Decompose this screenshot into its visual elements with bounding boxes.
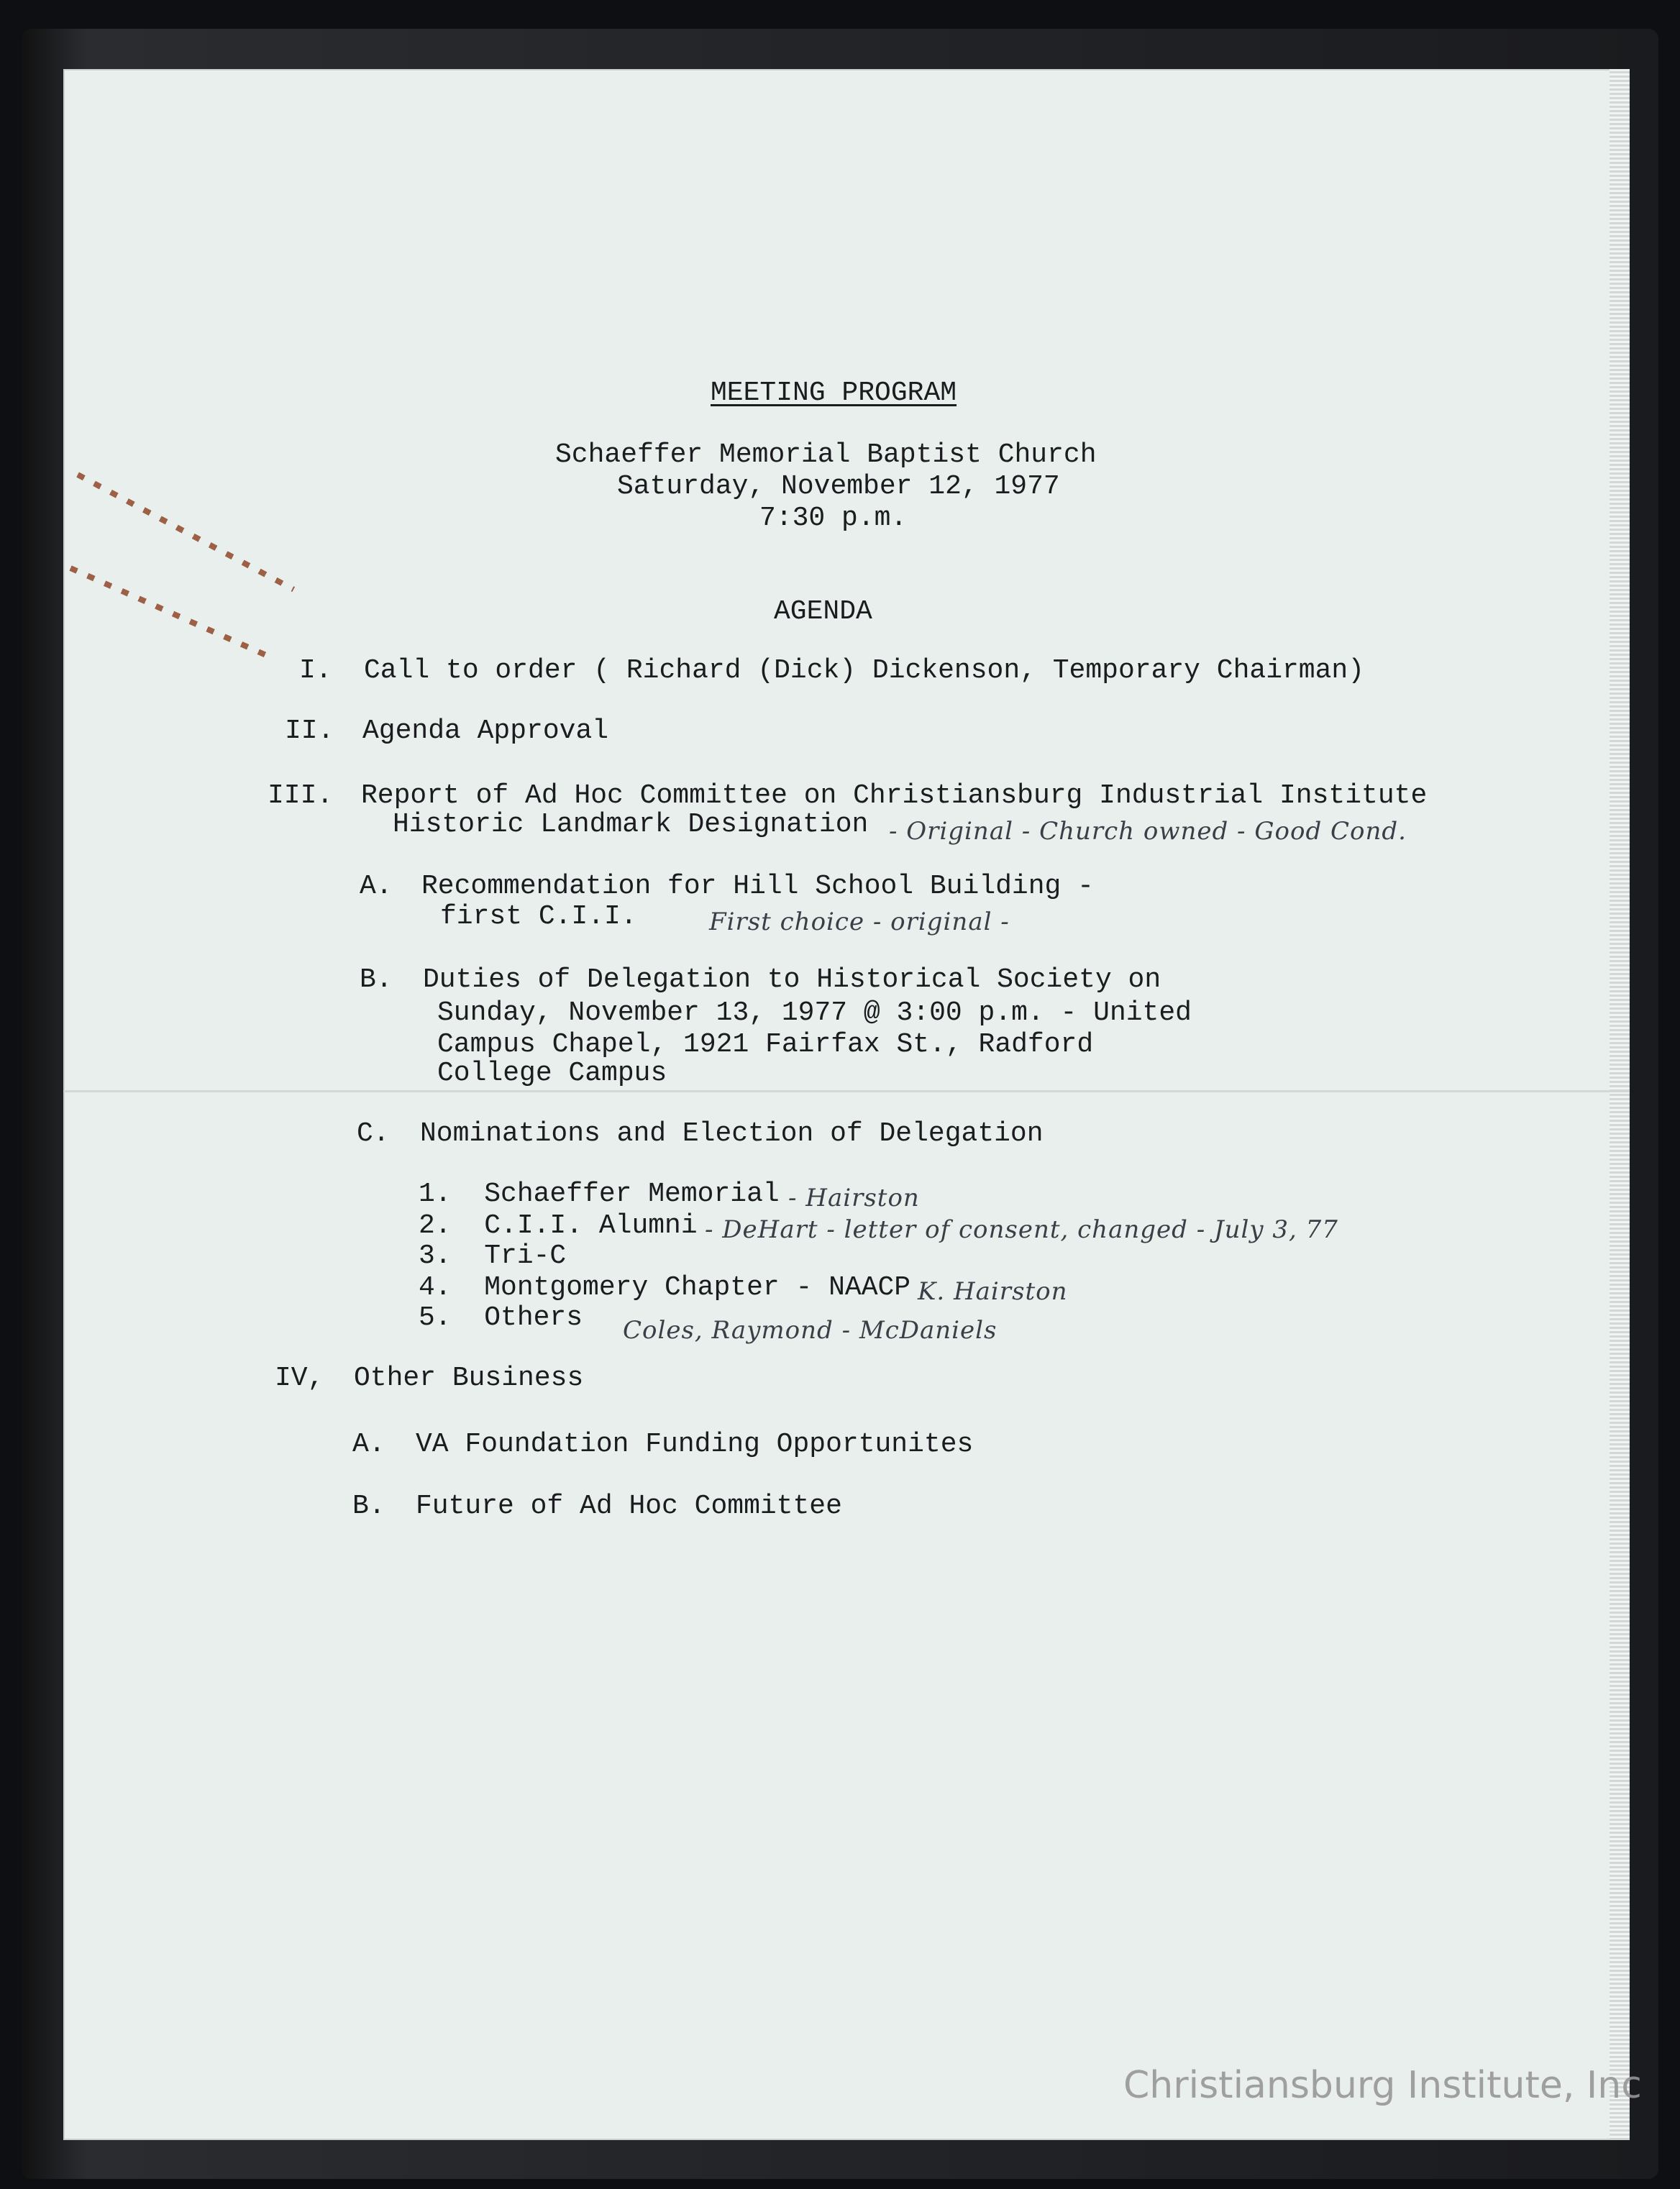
- nominee-item: 5. Others: [419, 1302, 583, 1333]
- rust-stain: [69, 565, 268, 658]
- sub-item-letter: A.: [352, 1429, 385, 1460]
- sub-item-letter: A.: [360, 871, 393, 902]
- handwritten-note: - DeHart - letter of consent, changed - July 3, 77: [705, 1215, 1338, 1244]
- watermark: Christiansburg Institute, Inc: [1123, 2064, 1642, 2107]
- agenda-heading: AGENDA: [774, 596, 872, 627]
- church-name: Schaeffer Memorial Baptist Church: [555, 439, 1097, 470]
- fold-crease: [63, 1090, 1630, 1092]
- sub-item: Recommendation for Hill School Building -: [421, 871, 1094, 902]
- item-number: IV,: [275, 1363, 324, 1394]
- sub-item: VA Foundation Funding Opportunites: [416, 1429, 974, 1460]
- sub-item: Future of Ad Hoc Committee: [416, 1491, 842, 1522]
- nominee-item: 1. Schaeffer Memorial: [419, 1179, 780, 1210]
- agenda-item: Agenda Approval: [362, 716, 609, 746]
- nominee-item: 4. Montgomery Chapter - NAACP: [419, 1272, 911, 1303]
- document-title: MEETING PROGRAM: [711, 378, 957, 408]
- nominee-item: 2. C.I.I. Alumni: [419, 1210, 698, 1241]
- sub-item-continued: College Campus: [437, 1058, 667, 1089]
- sub-item-letter: B.: [360, 964, 393, 995]
- handwritten-note: - Original - Church owned - Good Cond.: [889, 817, 1407, 846]
- item-number: III.: [268, 780, 334, 811]
- item-number: II.: [285, 716, 334, 746]
- handwritten-note: - Hairston: [788, 1184, 920, 1212]
- sub-item: Nominations and Election of Delegation: [420, 1118, 1044, 1149]
- handwritten-note: Coles, Raymond - McDaniels: [623, 1316, 998, 1345]
- item-number: I.: [299, 655, 332, 686]
- handwritten-note: First choice - original -: [709, 908, 1010, 936]
- agenda-item: Report of Ad Hoc Committee on Christiansburg Industrial Institute: [361, 780, 1428, 811]
- agenda-item-continued: Historic Landmark Designation: [393, 809, 869, 840]
- nominee-item: 3. Tri-C: [419, 1240, 567, 1271]
- meeting-date: Saturday, November 12, 1977: [617, 471, 1060, 502]
- agenda-item: Other Business: [354, 1363, 584, 1394]
- handwritten-note: K. Hairston: [918, 1277, 1068, 1306]
- sub-item-letter: C.: [357, 1118, 390, 1149]
- sub-item-continued: Campus Chapel, 1921 Fairfax St., Radford: [437, 1029, 1094, 1060]
- sub-item-letter: B.: [352, 1491, 385, 1522]
- agenda-item: Call to order ( Richard (Dick) Dickenson, Temporary Chairman): [364, 655, 1365, 686]
- meeting-time: 7:30 p.m.: [759, 503, 908, 534]
- sub-item-continued: Sunday, November 13, 1977 @ 3:00 p.m. - United: [437, 997, 1192, 1028]
- paper-torn-edge: [1610, 69, 1630, 2140]
- sub-item-continued: first C.I.I.: [440, 901, 637, 932]
- sub-item: Duties of Delegation to Historical Society on: [423, 964, 1161, 995]
- rust-stain: [76, 472, 295, 592]
